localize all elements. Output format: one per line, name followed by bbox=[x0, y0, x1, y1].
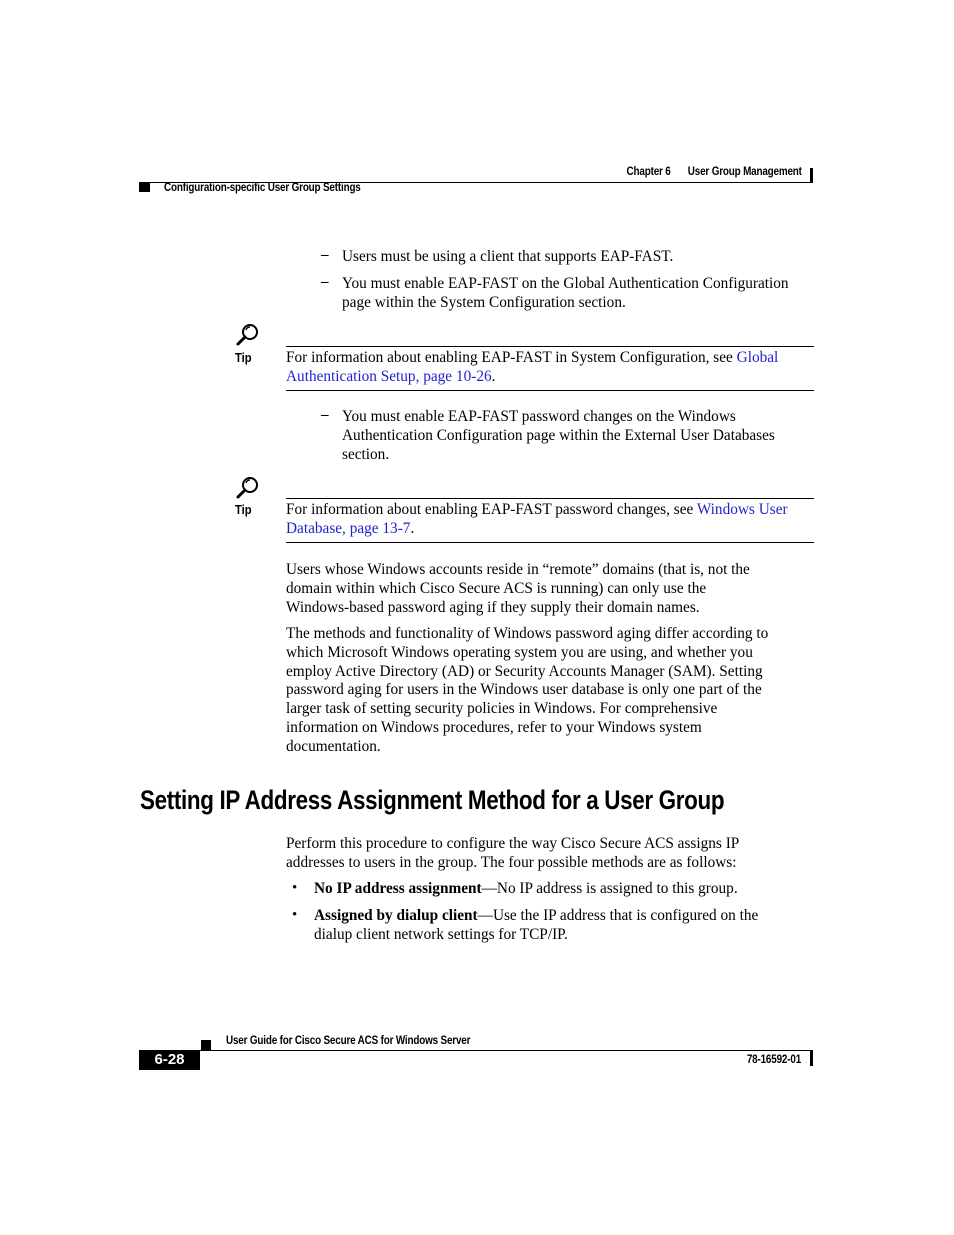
tip-text-line: For information about enabling EAP-FAST password changes, see bbox=[286, 501, 697, 518]
paragraph-line: which Microsoft Windows operating system you are using, and whether you bbox=[286, 643, 753, 661]
tip-text bbox=[286, 349, 778, 387]
page-number: 6-28 bbox=[139, 1050, 200, 1070]
footer-doc-number: 78-16592-01 bbox=[746, 1054, 801, 1066]
paragraph-line: larger task of setting security policies in Windows. For comprehensive bbox=[286, 700, 718, 718]
header-left-block bbox=[139, 183, 150, 192]
list-item-line: You must enable EAP-FAST on the Global Authentication Configuration bbox=[342, 275, 789, 292]
method-description: —Use the IP address that is configured on the bbox=[477, 907, 759, 924]
running-header-chapter bbox=[627, 166, 802, 178]
paragraph-line: Users whose Windows accounts reside in “remote” domains (that is, not the bbox=[286, 561, 750, 578]
footer-right-bar bbox=[810, 1051, 813, 1066]
chapter-title: User Group Management bbox=[687, 166, 802, 178]
chapter-number: Chapter 6 bbox=[626, 166, 671, 178]
paragraph bbox=[286, 561, 750, 617]
link-windows-user-database-cont[interactable]: Database, page 13-7 bbox=[286, 519, 411, 537]
tip-text bbox=[286, 501, 788, 539]
header-right-bar bbox=[810, 168, 813, 183]
link-windows-user-database[interactable]: Windows User bbox=[696, 501, 788, 518]
list-item bbox=[342, 248, 673, 267]
link-global-authentication-setup[interactable]: Global bbox=[736, 349, 779, 366]
tip-text-end: . bbox=[410, 519, 415, 537]
list-item-line: Authentication Configuration page within the External User Databases bbox=[342, 426, 775, 444]
method-item bbox=[314, 907, 758, 945]
tip-label: Tip bbox=[235, 502, 252, 517]
running-header-section: Configuration-specific User Group Settings bbox=[164, 182, 361, 194]
link-global-authentication-setup-cont[interactable]: Authentication Setup, page 10-26 bbox=[286, 367, 492, 385]
paragraph-line: addresses to users in the group. The four possible methods are as follows: bbox=[286, 853, 737, 871]
paragraph-line: domain within which Cisco Secure ACS is running) can only use the bbox=[286, 579, 707, 597]
paragraph-line: documentation. bbox=[286, 737, 381, 755]
bullet-marker: • bbox=[292, 907, 298, 923]
tip-text-end: . bbox=[491, 367, 496, 385]
list-item bbox=[342, 408, 775, 464]
tip-bottom-rule bbox=[286, 542, 814, 543]
method-name: No IP address assignment bbox=[314, 880, 482, 897]
paragraph-line: Perform this procedure to configure the way Cisco Secure ACS assigns IP bbox=[286, 835, 740, 852]
bullet-marker: • bbox=[292, 880, 298, 896]
magnifier-icon bbox=[235, 322, 261, 353]
method-item bbox=[314, 880, 738, 899]
method-description: —No IP address is assigned to this group. bbox=[481, 880, 738, 897]
method-description-cont: dialup client network settings for TCP/IP. bbox=[314, 925, 568, 943]
footer-rule bbox=[139, 1050, 813, 1051]
paragraph-line: Windows-based password aging if they supply their domain names. bbox=[286, 598, 700, 616]
paragraph-line: information on Windows procedures, refer to your Windows system bbox=[286, 718, 702, 736]
paragraph-line: The methods and functionality of Windows password aging differ according to bbox=[286, 625, 769, 642]
tip-bottom-rule bbox=[286, 390, 814, 391]
list-item-line: Users must be using a client that supports EAP-FAST. bbox=[342, 248, 674, 265]
dash-marker: – bbox=[321, 247, 329, 263]
section-heading: Setting IP Address Assignment Method for a User Group bbox=[140, 785, 725, 815]
intro-paragraph bbox=[286, 835, 739, 873]
tip-top-rule bbox=[286, 498, 814, 499]
list-item-line: page within the System Configuration section. bbox=[342, 293, 626, 311]
footer-guide-title: User Guide for Cisco Secure ACS for Windows Server bbox=[226, 1035, 471, 1047]
method-name: Assigned by dialup client bbox=[314, 907, 478, 924]
list-item bbox=[342, 275, 789, 313]
list-item-line: section. bbox=[342, 445, 390, 463]
list-item-line: You must enable EAP-FAST password changes on the Windows bbox=[342, 408, 736, 425]
tip-label: Tip bbox=[235, 350, 252, 365]
paragraph-line: employ Active Directory (AD) or Security Accounts Manager (SAM). Setting bbox=[286, 662, 763, 680]
dash-marker: – bbox=[321, 274, 329, 290]
paragraph-line: password aging for users in the Windows user database is only one part of the bbox=[286, 681, 762, 699]
tip-text-line: For information about enabling EAP-FAST in System Configuration, see bbox=[286, 349, 737, 366]
tip-top-rule bbox=[286, 346, 814, 347]
footer-block bbox=[201, 1040, 211, 1050]
dash-marker: – bbox=[321, 407, 329, 423]
paragraph bbox=[286, 625, 768, 757]
